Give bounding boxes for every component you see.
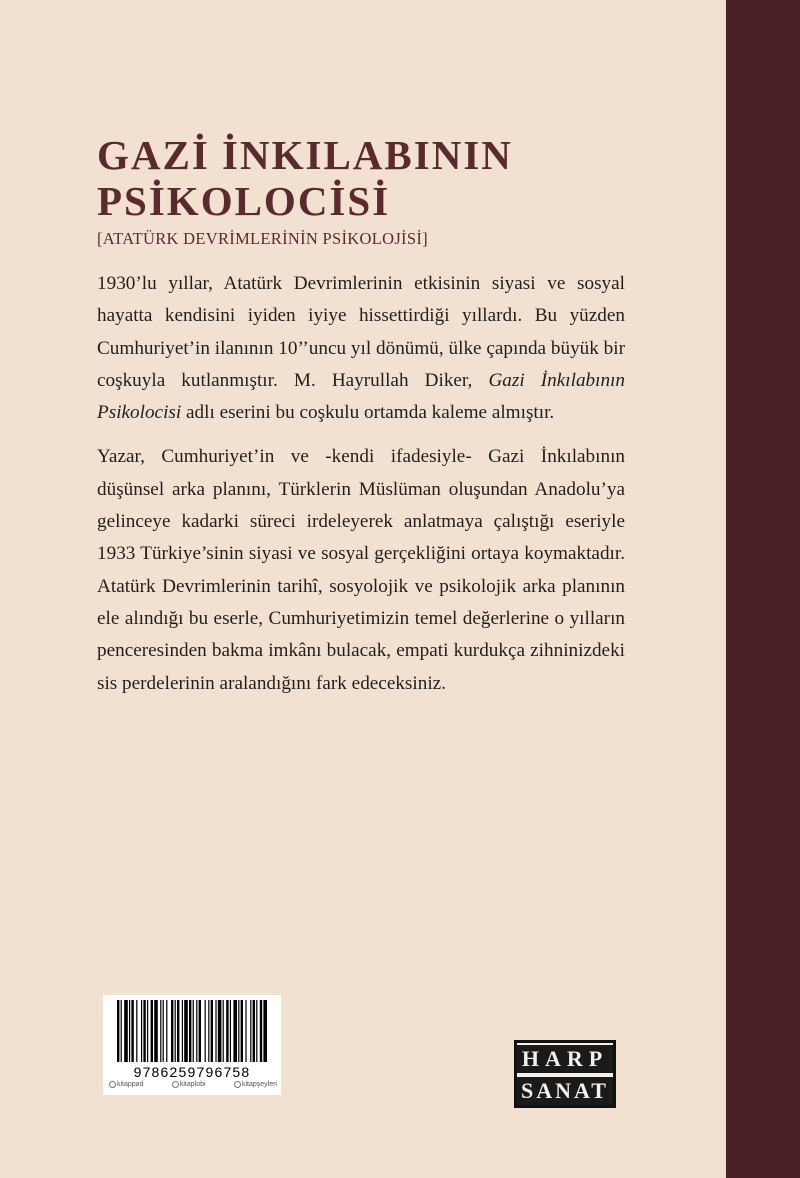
barcode-bar (129, 1000, 130, 1062)
seller-name-1: kitappad (117, 1081, 144, 1088)
book-subtitle: [ATATÜRK DEVRİMLERİNİN PSİKOLOJİSİ] (97, 229, 428, 248)
barcode-bar (260, 1000, 262, 1062)
back-cover-blurb (97, 268, 625, 712)
barcode-bar (177, 1000, 179, 1062)
book-spine (726, 0, 800, 1178)
barcode-bar (141, 1000, 142, 1062)
barcode-bar (253, 1000, 255, 1062)
barcode-bar (160, 1000, 161, 1062)
seller-name-2: kitaplobi (179, 1081, 206, 1088)
publisher-logo-line-1: HARP (517, 1045, 613, 1073)
seller-logo-1 (109, 1081, 143, 1088)
barcode-bar (223, 1000, 224, 1062)
barcode-bar (205, 1000, 206, 1062)
barcode-bar (117, 1000, 119, 1062)
barcode-bar (163, 1000, 164, 1062)
barcode-bar (199, 1000, 201, 1062)
barcode-bar (154, 1000, 158, 1062)
barcode-bar (124, 1000, 128, 1062)
seller-mark-icon (172, 1081, 179, 1088)
barcode-bar (175, 1000, 176, 1062)
barcode-bar (218, 1000, 222, 1062)
title-line-2: PSİKOLOCİSİ (97, 178, 391, 224)
barcode-bar (147, 1000, 148, 1062)
barcode-bar (184, 1000, 188, 1062)
publisher-logo-line-2: SANAT (517, 1077, 613, 1105)
barcode-bar (143, 1000, 145, 1062)
barcode-bar (230, 1000, 231, 1062)
seller-name-3: kitapşeyleri (241, 1081, 277, 1088)
barcode-bar (245, 1000, 246, 1062)
seller-logo-3 (234, 1081, 277, 1088)
blurb-paragraph-2: Yazar, Cumhuriyet’in ve -kendi ifadesiyle- Gazi İnkılabının düşünsel arka planını, Türklerin Müslüman oluşundan Anadolu’ya gelinceye kadarki süreci irdeleyerek anlatmaya çalıştığı eseriyle 1933 Türkiye’sinin siyasi ve sosyal gerçekliğini ortaya koymaktadır. Atatürk Devrimlerinin tarihî, sosyolojik ve psikolojik arka planının ele alındığı bu eserle, Cumhuriyetimizin temel değerlerine o yılların penceresinden bakma imkânı bulacak, empati kurdukça zihninizdeki sis perdelerinin aralandığını fark edeceksiniz. (97, 446, 625, 694)
barcode-bar (196, 1000, 197, 1062)
barcode-bar (263, 1000, 267, 1062)
blurb-paragraph-1 (97, 268, 625, 429)
barcode-bar (226, 1000, 228, 1062)
seller-mark-icon (109, 1081, 116, 1088)
seller-logos (109, 1081, 277, 1088)
title-line-1: GAZİ İNKILABININ (97, 132, 513, 178)
barcode-bars (103, 995, 281, 1065)
barcode-bar (256, 1000, 257, 1062)
barcode-bar (250, 1000, 251, 1062)
barcode-bar (241, 1000, 243, 1062)
barcode-bar (166, 1000, 167, 1062)
book-title (97, 132, 657, 224)
barcode-bar (208, 1000, 209, 1062)
barcode-bar (189, 1000, 191, 1062)
isbn-barcode (103, 995, 281, 1095)
blurb-p1-text-b: adlı eserini bu coşkulu ortamda kaleme almıştır. (181, 402, 555, 424)
seller-mark-icon (234, 1081, 241, 1088)
barcode-bar (215, 1000, 216, 1062)
blurb-book-title-italic: Gazi İnkılabının Psikolocisi (97, 369, 625, 424)
barcode-bar (238, 1000, 239, 1062)
publisher-logo (514, 1040, 616, 1108)
barcode-bar (151, 1000, 153, 1062)
seller-logo-2 (172, 1081, 206, 1088)
isbn-number: 9786259796758 (133, 1064, 251, 1080)
barcode-bar (136, 1000, 137, 1062)
barcode-bar (182, 1000, 183, 1062)
barcode-bar (121, 1000, 122, 1062)
barcode-bar (233, 1000, 237, 1062)
barcode-bar (193, 1000, 194, 1062)
barcode-bar (171, 1000, 173, 1062)
barcode-bar (131, 1000, 133, 1062)
barcode-bar (211, 1000, 213, 1062)
blurb-p1-text-a: 1930’lu yıllar, Atatürk Devrimlerinin etkisinin siyasi ve sosyal hayatta kendisini iyiden iyiye hissettirdiği yıllardı. Bu yüzden Cumhuriyet’in ilanının 10’’uncu yıl dönümü, ülke çapında büyük bir coşkuyla kutlanmıştır. M. Hayrullah Diker, (97, 273, 625, 391)
